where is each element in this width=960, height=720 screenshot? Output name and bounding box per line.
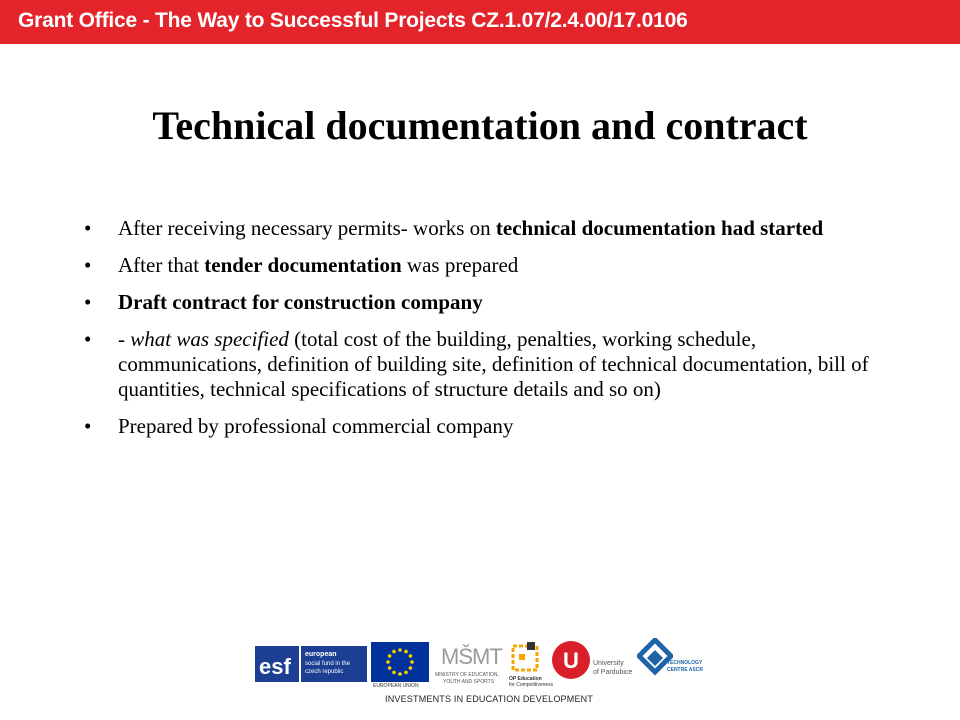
bullet-text: After that xyxy=(118,253,205,277)
bullet-marker: • xyxy=(84,290,92,314)
eu-flag-logo xyxy=(371,642,429,690)
bullet-text: Draft contract for construction company xyxy=(118,290,483,314)
bullet-marker: • xyxy=(84,414,92,438)
eu-label: EUROPEAN UNION xyxy=(373,683,419,689)
bullet-text: what was specified xyxy=(130,327,289,351)
esf-line2: social fund in the xyxy=(305,661,351,667)
bullet-text: Prepared by professional commercial company xyxy=(118,414,514,438)
esf-mark: esf xyxy=(259,654,291,679)
upce-line2: of Pardubice xyxy=(593,669,633,676)
esf-line3: czech republic xyxy=(305,669,344,675)
tc-line2: CENTRE ASCR xyxy=(667,667,703,673)
header-banner xyxy=(0,0,960,44)
tc-line1: TECHNOLOGY xyxy=(667,660,703,666)
footer-caption: INVESTMENTS IN EDUCATION DEVELOPMENT xyxy=(385,694,594,704)
msmt-mark: MŠMT xyxy=(441,644,502,669)
msmt-mark-graphic xyxy=(435,636,505,670)
banner-title: Grant Office - The Way to Successful Projects CZ.1.07/2.4.00/17.0106 xyxy=(18,9,688,32)
bullet-text: - xyxy=(118,327,131,351)
op-line1: OP Education xyxy=(509,676,542,682)
upce-line1: University xyxy=(593,660,624,667)
bullet-text: tender documentation xyxy=(204,253,402,277)
bullet-marker: • xyxy=(84,253,92,277)
op-education-graphic xyxy=(509,640,549,674)
upce-mark: U xyxy=(563,648,579,673)
esf-logo xyxy=(255,640,367,688)
footer-logos xyxy=(255,636,703,720)
slide-title: Technical documentation and contract xyxy=(152,103,808,148)
bullet-text: was prepared xyxy=(401,253,519,277)
bullet-item xyxy=(80,414,880,439)
bullet-item xyxy=(80,327,880,402)
bullet-marker: • xyxy=(84,216,92,240)
op-line2: for Competitiveness xyxy=(509,682,554,688)
op-education-logo xyxy=(509,640,554,690)
upce-mark-graphic xyxy=(551,640,591,680)
upce-logo xyxy=(551,640,631,690)
bullet-item xyxy=(80,253,880,278)
technology-centre-logo xyxy=(637,638,703,690)
msmt-logo xyxy=(435,636,505,688)
eu-flag-icon xyxy=(371,642,429,682)
bullet-item xyxy=(80,290,880,315)
msmt-line2: YOUTH AND SPORTS xyxy=(443,679,495,685)
bullet-text: (total cost of the building, penalties, working schedule, communications, definition of building site, definition of technical documentation, bill of quantities, technical specifications of structure details and so on) xyxy=(118,327,869,401)
bullet-item xyxy=(80,216,880,241)
esf-line1: european xyxy=(305,651,337,658)
bullet-text: technical documentation had started xyxy=(495,216,824,240)
bullet-list xyxy=(80,216,880,451)
bullet-text: After receiving necessary permits- works on xyxy=(118,216,496,240)
msmt-line1: MINISTRY OF EDUCATION, xyxy=(435,672,499,678)
bullet-marker: • xyxy=(84,327,92,351)
